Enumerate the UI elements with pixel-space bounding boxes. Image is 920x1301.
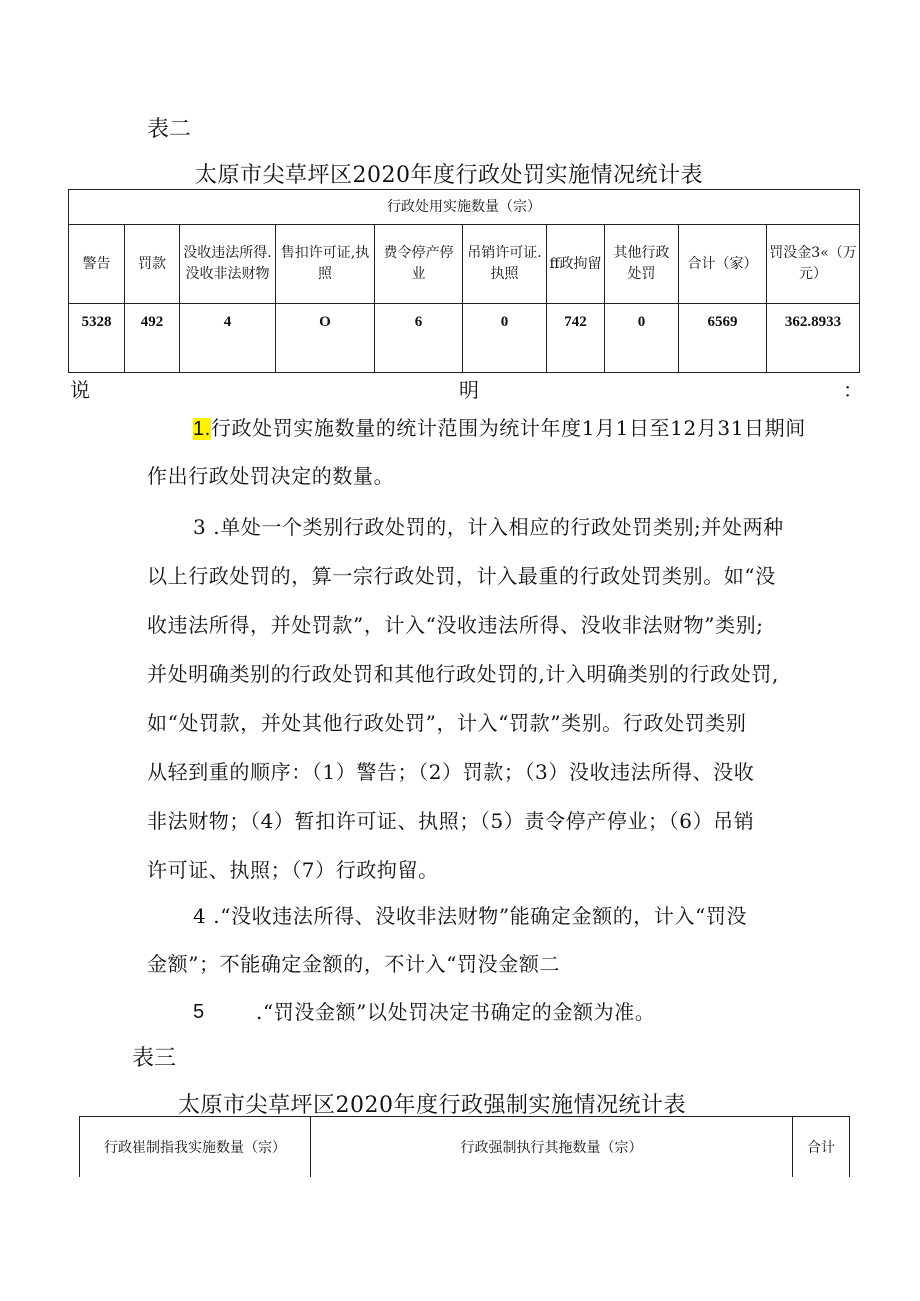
note-1-number: 1.: [193, 418, 211, 440]
note-3-line: 以上行政处罚的，算一宗行政处罚，计入最重的行政处罚类别。如“没: [147, 564, 776, 588]
column-header: 合计: [793, 1117, 850, 1178]
table-cell: 4: [180, 304, 276, 373]
table3-title: 太原市尖草坪区2020年度行政强制实施情况统计表: [178, 1093, 686, 1118]
column-header: 没收违法所得.没收非法财物: [180, 225, 276, 304]
note-3-line: 许可证、执照；（7）行政拘留。: [147, 858, 439, 882]
note-5-number: 5: [193, 1001, 205, 1023]
enforcement-table: [79, 1116, 850, 1177]
notes-heading-left: 说: [70, 378, 90, 402]
note-5-text: .“罚没金额”以处罚决定书确定的金额为准。: [256, 1000, 656, 1024]
penalty-table: [68, 189, 860, 373]
note-3-line: 收违法所得，并处罚款”，计入“没收违法所得、没收非法财物”类别;: [147, 613, 764, 637]
table-cell: 0: [605, 304, 679, 373]
note-1-cont: 作出行政处罚决定的数量。: [147, 464, 395, 488]
table-cell: 6569: [679, 304, 767, 373]
table-cell: 492: [125, 304, 180, 373]
penalty-table-header: 行政处用实施数量（宗）: [69, 190, 860, 225]
table-cell: 362.8933: [767, 304, 860, 373]
column-header: 罚款: [125, 225, 180, 304]
note-3-line: 从轻到重的顺序：（1）警告；（2）罚款；（3）没收违法所得、没收: [147, 760, 755, 784]
note-1: [193, 404, 806, 453]
note-3-line: 并处明确类别的行政处罚和其他行政处罚的,计入明确类别的行政处罚,: [147, 662, 779, 686]
table-cell: 742: [547, 304, 605, 373]
note-4-line: 4 .“没收违法所得、没收非法财物”能确定金额的，计入“罚没: [193, 904, 748, 928]
note-3-line: 3 .单处一个类别行政处罚的，计入相应的行政处罚类别;并处两种: [193, 515, 784, 539]
notes-heading-right: ：: [843, 378, 863, 402]
column-header: 罚没金3«（万元）: [767, 225, 860, 304]
column-header: 警告: [69, 225, 125, 304]
table-cell: O: [276, 304, 375, 373]
column-header: 售扣许可证,执照: [276, 225, 375, 304]
note-3-line: 如“处罚款，并处其他行政处罚”，计入“罚款”类别。行政处罚类别: [147, 711, 747, 735]
column-header: 费令停产停业: [375, 225, 463, 304]
column-header: 吊销许可证.执照: [463, 225, 547, 304]
column-header: 行政强制执行其拖数量（宗）: [311, 1117, 793, 1178]
column-header: 合计（家）: [679, 225, 767, 304]
column-header: ff政拘留: [547, 225, 605, 304]
table-cell: 5328: [69, 304, 125, 373]
table2-title: 太原市尖草坪区2020年度行政处罚实施情况统计表: [195, 163, 703, 188]
note-3-line: 非法财物；（4）暂扣许可证、执照；（5）责令停产停业；（6）吊销: [147, 809, 755, 833]
notes-heading-mid: 明: [459, 378, 479, 402]
table-cell: 6: [375, 304, 463, 373]
table2-label: 表二: [147, 117, 192, 142]
note-1-text: 行政处罚实施数量的统计范围为统计年度1月1日至12月31日期间: [210, 416, 806, 440]
note-4-line: 金额”；不能确定金额的，不计入“罚没金额二: [147, 952, 561, 976]
table-cell: 0: [463, 304, 547, 373]
table3-label: 表三: [132, 1046, 177, 1071]
column-header: 其他行政处罚: [605, 225, 679, 304]
column-header: 行政崔制指我实施数量（宗）: [80, 1117, 311, 1178]
